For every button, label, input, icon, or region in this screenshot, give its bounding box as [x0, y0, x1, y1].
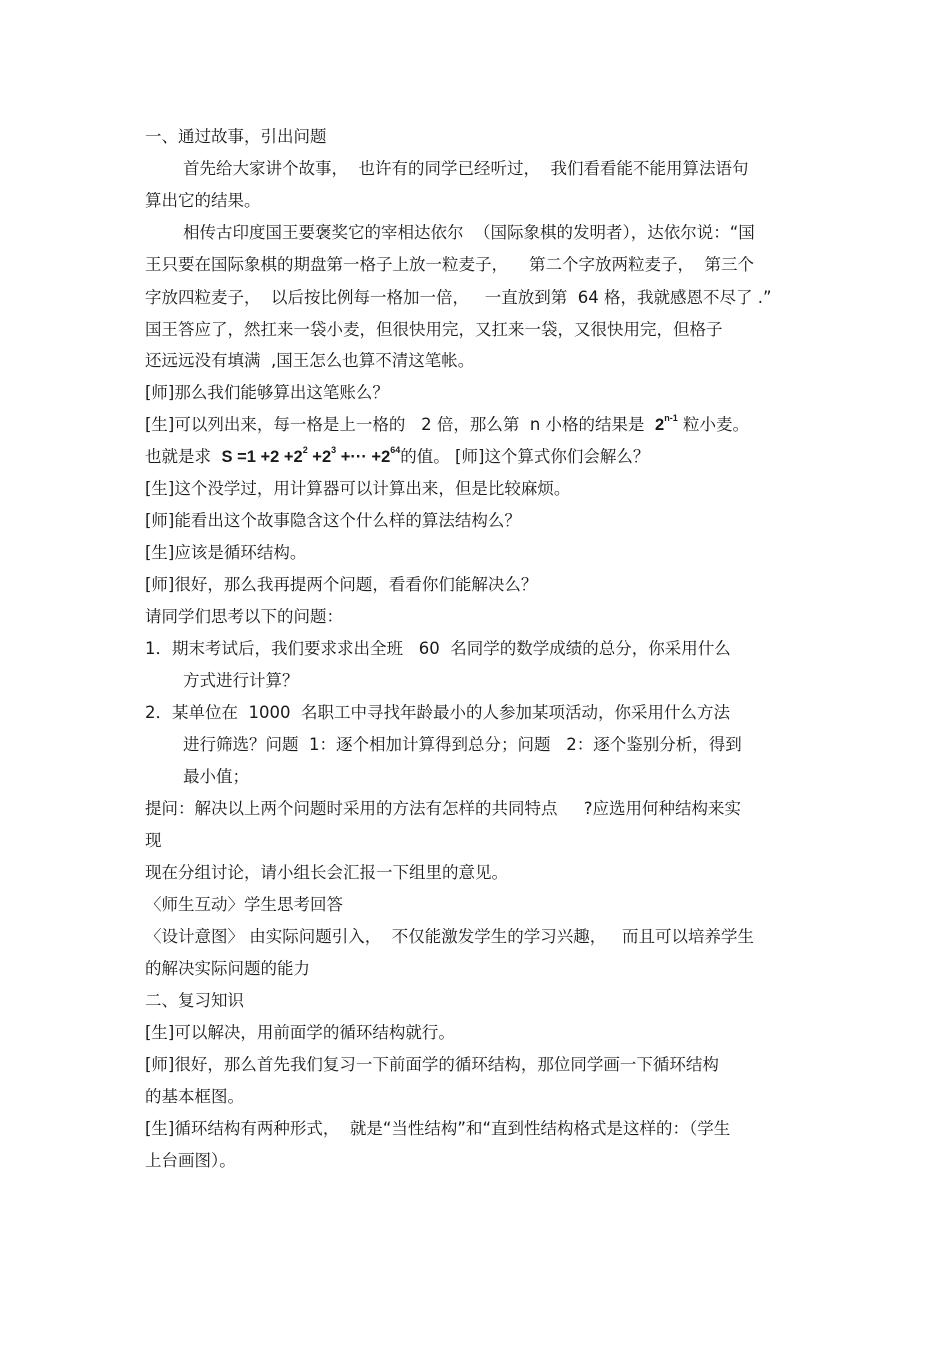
- paragraph-line: 算出它的结果。: [145, 191, 261, 210]
- paragraph-line: 字放四粒麦子， 以后按比例每一格加一倍， 一直放到第 64 格，我就感恩不尽了 .”: [145, 288, 772, 307]
- paragraph-line: 提问：解决以上两个问题时采用的方法有怎样的共同特点 ?应选用何种结构来实: [145, 799, 741, 818]
- question-item-1: 1．期末考试后，我们要求求出全班 60 名同学的数学成绩的总分，你采用什么: [145, 639, 731, 658]
- formula-exponent: n-1: [664, 413, 678, 423]
- paragraph-line: 国王答应了，然扛来一袋小麦，但很快用完，又扛来一袋，又很快用完，但格子: [145, 320, 723, 339]
- formula-tail: 的值。: [400, 447, 450, 466]
- dialogue-line: [师]那么我们能够算出这笔账么？: [145, 383, 389, 402]
- question-item-2-cont: 最小值；: [183, 767, 249, 786]
- paragraph-line: 〈设计意图〉 由实际问题引入， 不仅能激发学生的学习兴趣， 而且可以培养学生: [145, 927, 754, 946]
- formula-intro: 也就是求: [145, 447, 211, 466]
- dialogue-line: 上台画图）。: [145, 1151, 236, 1170]
- dialogue-text: [师]这个算式你们会解么？: [455, 447, 650, 466]
- paragraph-line: 王只要在国际象棋的期盘第一格子上放一粒麦子， 第二个字放两粒麦子， 第三个: [145, 255, 754, 274]
- dialogue-line: [师]能看出这个故事隐含这个什么样的算法结构么？: [145, 511, 521, 530]
- dialogue-text: [生]可以列出来，每一格是上一格的 2 倍，那么第 n 小格的结果是: [145, 415, 645, 434]
- dialogue-line: [师]很好，那么首先我们复习一下前面学的循环结构，那位同学画一下循环结构: [145, 1055, 719, 1074]
- dialogue-line: [生]可以解决，用前面学的循环结构就行。: [145, 1023, 455, 1042]
- dialogue-line-formula: [145, 414, 749, 436]
- exp-3: 3: [331, 445, 337, 455]
- dialogue-line: [生]循环结构有两种形式， 就是“当性结构”和“直到性结构格式是这样的：（学生: [145, 1119, 731, 1138]
- formula-line: [145, 446, 649, 468]
- paragraph-line: 还远远没有填满 ,国王怎么也算不清这笔帐。: [145, 351, 475, 370]
- paragraph-line: 现在分组讨论，请小组长会汇报一下组里的意见。: [145, 863, 508, 882]
- formula-base: 2: [655, 416, 665, 434]
- formula-tail: 粒小麦。: [682, 415, 749, 434]
- paragraph-line: 首先给大家讲个故事， 也许有的同学已经听过， 我们看看能不能用算法语句: [183, 159, 749, 178]
- dialogue-line: [师]很好，那么我再提两个问题，看看你们能解决么？: [145, 575, 538, 594]
- question-item-1-cont: 方式进行计算？: [183, 671, 299, 690]
- paragraph-line: 相传古印度国王要褒奖它的宰相达依尔 （国际象棋的发明者），达依尔说：“国: [183, 223, 755, 242]
- dialogue-line: 的基本框图。: [145, 1087, 244, 1106]
- sum-formula-mid: +2: [307, 448, 332, 466]
- exp-2: 2: [302, 445, 308, 455]
- sum-formula-lhs: S =1 +2 +2: [221, 448, 303, 466]
- paragraph-line: 的解决实际问题的能力: [145, 959, 310, 978]
- question-item-2-cont: 进行筛选？问题 1：逐个相加计算得到总分；问题 2：逐个鉴别分析，得到: [183, 735, 742, 754]
- paragraph-line: 现: [145, 831, 162, 850]
- section-heading-1: 一、通过故事，引出问题: [145, 127, 327, 146]
- dialogue-line: [生]应该是循环结构。: [145, 543, 307, 562]
- paragraph-line: 〈师生互动〉学生思考回答: [145, 895, 343, 914]
- sum-formula-dots: +··· +2: [336, 448, 391, 466]
- section-heading-2: 二、复习知识: [145, 991, 244, 1010]
- question-item-2: 2．某单位在 1000 名职工中寻找年龄最小的人参加某项活动，你采用什么方法: [145, 703, 730, 722]
- dialogue-line: [生]这个没学过，用计算器可以计算出来，但是比较麻烦。: [145, 479, 571, 498]
- exp-64: 64: [390, 445, 401, 455]
- paragraph-line: 请同学们思考以下的问题：: [145, 607, 343, 626]
